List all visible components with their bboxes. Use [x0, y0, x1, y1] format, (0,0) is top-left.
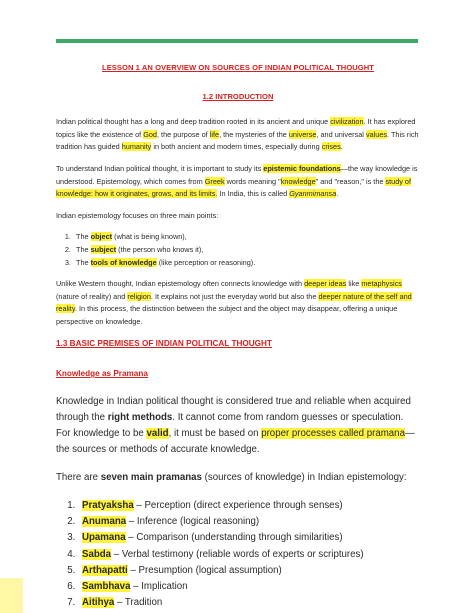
epistemology-points-list [56, 231, 420, 269]
highlight: metaphysics [361, 279, 402, 289]
corner-highlight-box [0, 578, 23, 613]
top-divider [56, 39, 418, 43]
section-title-introduction: 1.2 INTRODUCTION [202, 91, 274, 101]
document-page [56, 62, 420, 612]
premises-paragraph-2: There are seven main pramanas (sources of knowledge) in Indian epistemology: [56, 471, 407, 483]
highlight: religion [127, 291, 151, 301]
highlight-bold: subject [90, 244, 117, 254]
highlight: proper processes called pramana [261, 427, 405, 439]
intro-paragraph-3: Indian epistemology focuses on three main points: [56, 210, 219, 220]
list-item: 1. Pratyaksha – Perception (direct experience through senses) [78, 498, 420, 514]
highlight: deeper nature of the self and reality [56, 291, 412, 314]
intro-paragraph-1: Indian political thought has a long and deep tradition rooted in its ancient and unique civilization. It has explored topics like the existence of God, the purpose of life, the mysteries of the universe, and universal values. This rich tradition has guided humanity in both ancient and modern times, especially during crises. [56, 117, 419, 152]
highlight-bold: Sambhava [82, 581, 131, 593]
bold-text: right methods [107, 411, 173, 423]
list-item: 4. Sabda – Verbal testimony (reliable words of experts or scriptures) [78, 547, 420, 563]
highlight-bold: Anumana [82, 515, 127, 527]
highlight: values [365, 129, 388, 139]
highlight-bold: epistemic foundations [263, 163, 341, 173]
intro-paragraph-4: Unlike Western thought, Indian epistemology often connects knowledge with deeper ideas like metaphysics (nature of reality) and religion. It explains not just the everyday world but also the deeper nature of the self and reality. In this process, the distinction between the subject and the object may disappear, offering a unique perspective on knowledge. [56, 279, 412, 326]
highlight: God [143, 129, 157, 139]
highlight: deeper ideas [304, 279, 347, 289]
highlight: civilization [330, 117, 364, 127]
highlight: life [209, 129, 220, 139]
list-item: 3. The tools of knowledge (like perception or reasoning). [73, 257, 420, 270]
highlight: knowledge [280, 176, 316, 186]
highlight-bold: valid [146, 427, 169, 439]
highlight: universe [288, 129, 317, 139]
subsection-title-pramana: Knowledge as Pramana [56, 369, 148, 379]
highlight-bold: tools of knowledge [90, 257, 157, 267]
highlight: crises [321, 142, 341, 152]
premises-paragraph-1: Knowledge in Indian political thought is considered true and reliable when acquired through the right methods. It cannot come from random guesses or speculation. For knowledge to be valid, it must be based on proper processes called pramana—the sources or methods of accurate knowledge. [56, 395, 415, 455]
list-item: 7. Aitihya – Tradition [78, 595, 420, 611]
highlight-bold: Arthapatti [82, 564, 128, 576]
intro-paragraph-2: To understand Indian political thought, it is important to study its epistemic foundations—the way knowledge is understood. Epistemology, which comes from Greek words meaning "knowledge" and "reason," is the study of knowledge: how it originates, grows, and its limits. In India, this is called Gyanmimansa. [56, 163, 418, 199]
highlight: humanity [121, 142, 152, 152]
list-item: 2. The subject (the person who knows it), [73, 244, 420, 257]
bold-text: seven main pramanas [100, 471, 202, 483]
section-title-basic-premises: 1.3 BASIC PREMISES OF INDIAN POLITICAL THOUGHT [56, 338, 272, 348]
highlight-italic: Gyanmimansa [289, 189, 337, 199]
highlight-bold: Sabda [82, 548, 112, 560]
list-item: 3. Upamana – Comparison (understanding through similarities) [78, 530, 420, 546]
list-item: 6. Sambhava – Implication [78, 579, 420, 595]
list-item: 5. Arthapatti – Presumption (logical assumption) [78, 563, 420, 579]
highlight: Greek [204, 176, 225, 186]
highlight-bold: Pratyaksha [82, 499, 134, 511]
highlight-bold: object [90, 232, 113, 242]
list-item: 2. Anumana – Inference (logical reasoning) [78, 514, 420, 530]
premises-body [56, 394, 420, 486]
highlight-bold: Upamana [82, 532, 126, 544]
list-item: 1. The object (what is being known), [73, 231, 420, 244]
highlight: study of knowledge: how it originates, grows, and its limits. [56, 176, 412, 199]
lesson-title: LESSON 1 AN OVERVIEW ON SOURCES OF INDIAN POLITICAL THOUGHT [102, 63, 374, 72]
highlight-bold: Aitihya [82, 597, 115, 609]
pramanas-list [56, 498, 420, 612]
